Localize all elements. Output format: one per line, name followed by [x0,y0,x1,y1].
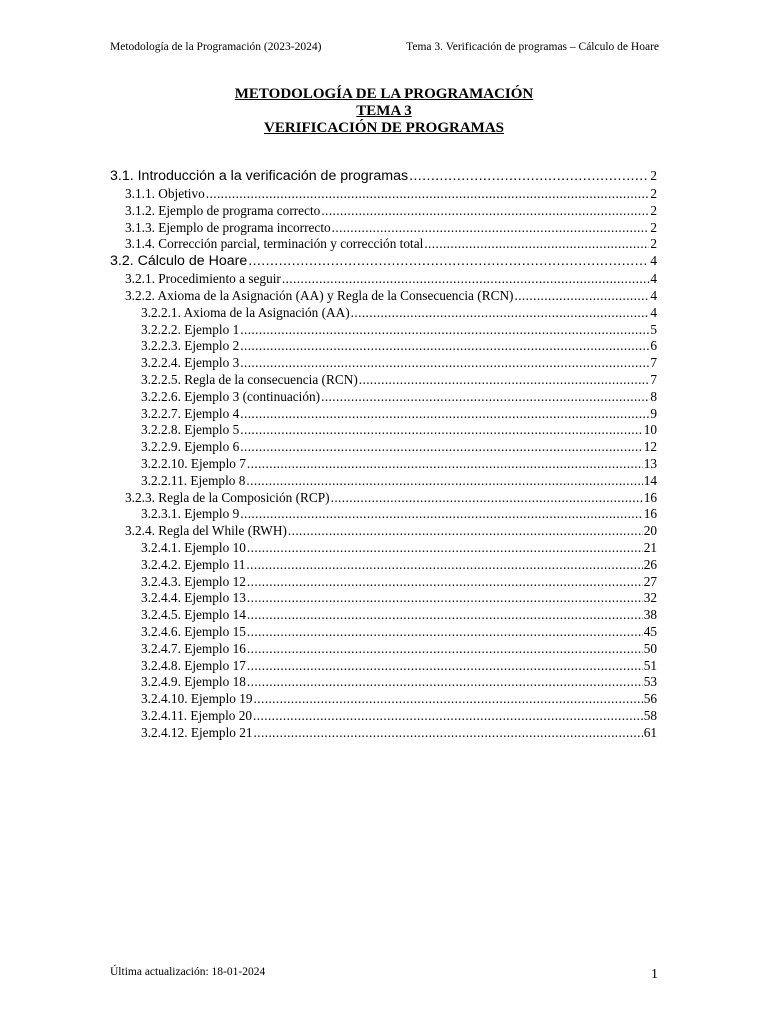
toc-entry-page: 2 [650,219,657,235]
toc-entry-label: 3.2.4.6. Ejemplo 15 [141,623,246,639]
toc-entry-label: 3.2.4.7. Ejemplo 16 [141,640,246,656]
toc-entry[interactable] [110,203,657,220]
dot-leader [240,506,642,522]
header-topic: Tema 3. Verificación de programas – Cálculo de Hoare [406,41,659,53]
dot-leader [253,708,643,724]
toc-entry-label: 3.2.2.9. Ejemplo 6 [141,439,240,455]
title-line-1: METODOLOGÍA DE LA PROGRAMACIÓN [234,86,534,102]
page-number: 1 [651,967,658,982]
header-course: Metodología de la Programación (2023-2024) [110,41,322,53]
toc-entry-label: 3.2.2.11. Ejemplo 8 [141,472,246,488]
toc-entry-page: 16 [643,506,657,522]
toc-entry-page: 16 [643,489,657,505]
toc-entry-label: 3.2. Cálculo de Hoare [110,253,248,270]
toc-entry-label: 3.2.4.11. Ejemplo 20 [141,707,253,723]
toc-entry[interactable] [110,389,657,406]
dot-leader [246,473,642,489]
toc-entry-page: 61 [643,724,657,740]
toc-entry-label: 3.2.4.10. Ejemplo 19 [141,691,253,707]
toc-entry[interactable] [110,506,657,523]
toc-entry-page: 7 [650,355,657,371]
last-updated: Última actualización: 18-01-2024 [110,966,266,978]
toc-entry-label: 3.2.4.9. Ejemplo 18 [141,674,246,690]
toc-entry-label: 3.2.4.8. Ejemplo 17 [141,657,246,673]
toc-entry-page: 14 [643,472,657,488]
title-line-2: TEMA 3 [356,103,412,119]
dot-leader [247,574,643,590]
dot-leader [282,271,650,287]
dot-leader [248,253,649,269]
toc-entry-page: 5 [650,321,657,337]
toc-entry[interactable] [110,725,657,742]
toc-entry-label: 3.2.2.8. Ejemplo 5 [141,422,240,438]
toc-entry[interactable] [110,439,657,456]
dot-leader [240,322,649,338]
toc-entry-page: 32 [643,590,657,606]
dot-leader [321,389,649,405]
toc-entry-page: 4 [650,287,657,303]
toc-entry-label: 3.2.4.2. Ejemplo 11 [141,556,246,572]
toc-entry[interactable] [110,355,657,372]
toc-entry-label: 3.2.4. Regla del While (RWH) [125,523,287,539]
toc-entry-page: 7 [650,371,657,387]
dot-leader [247,674,643,690]
toc-entry-page: 2 [650,168,657,183]
toc-entry[interactable] [110,288,657,305]
toc-entry-page: 56 [643,691,657,707]
toc-entry[interactable] [110,186,657,203]
toc-entry[interactable] [110,557,657,574]
dot-leader [321,203,649,219]
toc-entry-page: 4 [650,253,657,269]
toc-entry-label: 3.1.3. Ejemplo de programa incorrecto [125,219,331,235]
dot-leader [332,220,650,236]
dot-leader [247,624,643,640]
dot-leader [351,305,650,321]
toc-entry-label: 3.2.4.12. Ejemplo 21 [141,724,253,740]
dot-leader [254,691,643,707]
toc-entry-label: 3.2.2.1. Axioma de la Asignación (AA) [141,304,350,320]
toc-entry[interactable] [110,590,657,607]
toc-entry[interactable] [110,674,657,691]
toc-entry-page: 4 [650,271,657,287]
dot-leader [247,607,643,623]
toc-entry[interactable] [110,236,657,253]
dot-leader [206,186,650,202]
toc-entry-label: 3.2.3. Regla de la Composición (RCP) [125,489,330,505]
dot-leader [424,236,649,252]
toc-entry[interactable] [110,658,657,675]
dot-leader [240,422,642,438]
dot-leader [240,355,649,371]
toc-entry-page: 2 [650,186,657,201]
toc-entry-label: 3.2.4.5. Ejemplo 14 [141,607,246,623]
toc-entry-label: 3.2.4.1. Ejemplo 10 [141,539,246,555]
toc-entry[interactable] [110,624,657,641]
toc-entry-page: 13 [643,455,657,471]
dot-leader [409,168,649,184]
table-of-contents [110,168,657,742]
document-title [0,86,768,137]
toc-entry-page: 38 [643,607,657,623]
toc-entry-label: 3.2.2.5. Regla de la consecuencia (RCN) [141,371,358,387]
toc-entry-label: 3.2.1. Procedimiento a seguir [125,271,281,287]
dot-leader [240,406,649,422]
dot-leader [359,372,650,388]
toc-entry[interactable] [110,691,657,708]
dot-leader [240,338,649,354]
toc-entry-page: 26 [643,556,657,572]
toc-entry-page: 45 [643,623,657,639]
toc-entry-page: 10 [643,422,657,438]
toc-entry[interactable] [110,490,657,507]
toc-entry[interactable] [110,322,657,339]
toc-entry[interactable] [110,641,657,658]
toc-entry-label: 3.2.2.7. Ejemplo 4 [141,405,240,421]
toc-entry-label: 3.2.2.6. Ejemplo 3 (continuación) [141,388,321,404]
toc-entry[interactable] [110,607,657,624]
toc-entry-page: 50 [643,640,657,656]
toc-entry-page: 12 [643,439,657,455]
toc-entry-page: 2 [650,202,657,218]
dot-leader [514,288,649,304]
toc-entry-label: 3.2.2.10. Ejemplo 7 [141,455,246,471]
toc-entry-page: 20 [643,523,657,539]
toc-entry[interactable] [110,456,657,473]
toc-entry-page: 27 [643,573,657,589]
toc-entry-label: 3.1.2. Ejemplo de programa correcto [125,202,321,218]
toc-entry-page: 6 [650,338,657,354]
toc-entry-page: 8 [650,388,657,404]
toc-entry[interactable] [110,523,657,540]
toc-entry-label: 3.2.2.4. Ejemplo 3 [141,355,240,371]
dot-leader [240,439,642,455]
toc-entry-label: 3.2.3.1. Ejemplo 9 [141,506,240,522]
title-line-3: VERIFICACIÓN DE PROGRAMAS [263,120,504,136]
toc-entry-label: 3.2.2.3. Ejemplo 2 [141,338,240,354]
toc-entry[interactable] [110,372,657,389]
toc-entry-page: 53 [643,674,657,690]
toc-entry-label: 3.2.2. Axioma de la Asignación (AA) y Regla de la Consecuencia (RCN) [125,287,514,303]
toc-entry-label: 3.1.4. Corrección parcial, terminación y corrección total [125,236,424,252]
toc-entry[interactable] [110,473,657,490]
toc-entry[interactable] [110,338,657,355]
toc-entry[interactable] [110,253,657,271]
toc-entry[interactable] [110,220,657,237]
dot-leader [288,523,643,539]
toc-entry-page: 2 [650,236,657,252]
dot-leader [331,490,643,506]
toc-entry-page: 58 [643,707,657,723]
dot-leader [247,540,643,556]
toc-entry[interactable] [110,574,657,591]
dot-leader [247,641,643,657]
toc-entry[interactable] [110,708,657,725]
dot-leader [247,590,643,606]
toc-entry-page: 9 [650,405,657,421]
toc-entry[interactable] [110,406,657,423]
toc-entry[interactable] [110,540,657,557]
toc-entry-label: 3.2.4.3. Ejemplo 12 [141,573,246,589]
dot-leader [246,557,642,573]
toc-entry-page: 4 [650,304,657,320]
dot-leader [254,725,643,741]
toc-entry-page: 21 [643,539,657,555]
running-header [110,41,659,53]
toc-entry-label: 3.1. Introducción a la verificación de programas [110,168,409,184]
toc-entry-label: 3.2.4.4. Ejemplo 13 [141,590,246,606]
toc-entry[interactable] [110,305,657,322]
toc-entry[interactable] [110,168,657,186]
dot-leader [247,658,643,674]
toc-entry-page: 51 [643,657,657,673]
dot-leader [247,456,643,472]
toc-entry[interactable] [110,422,657,439]
toc-entry-label: 3.1.1. Objetivo [125,186,205,201]
toc-entry-label: 3.2.2.2. Ejemplo 1 [141,321,240,337]
toc-entry[interactable] [110,271,657,288]
